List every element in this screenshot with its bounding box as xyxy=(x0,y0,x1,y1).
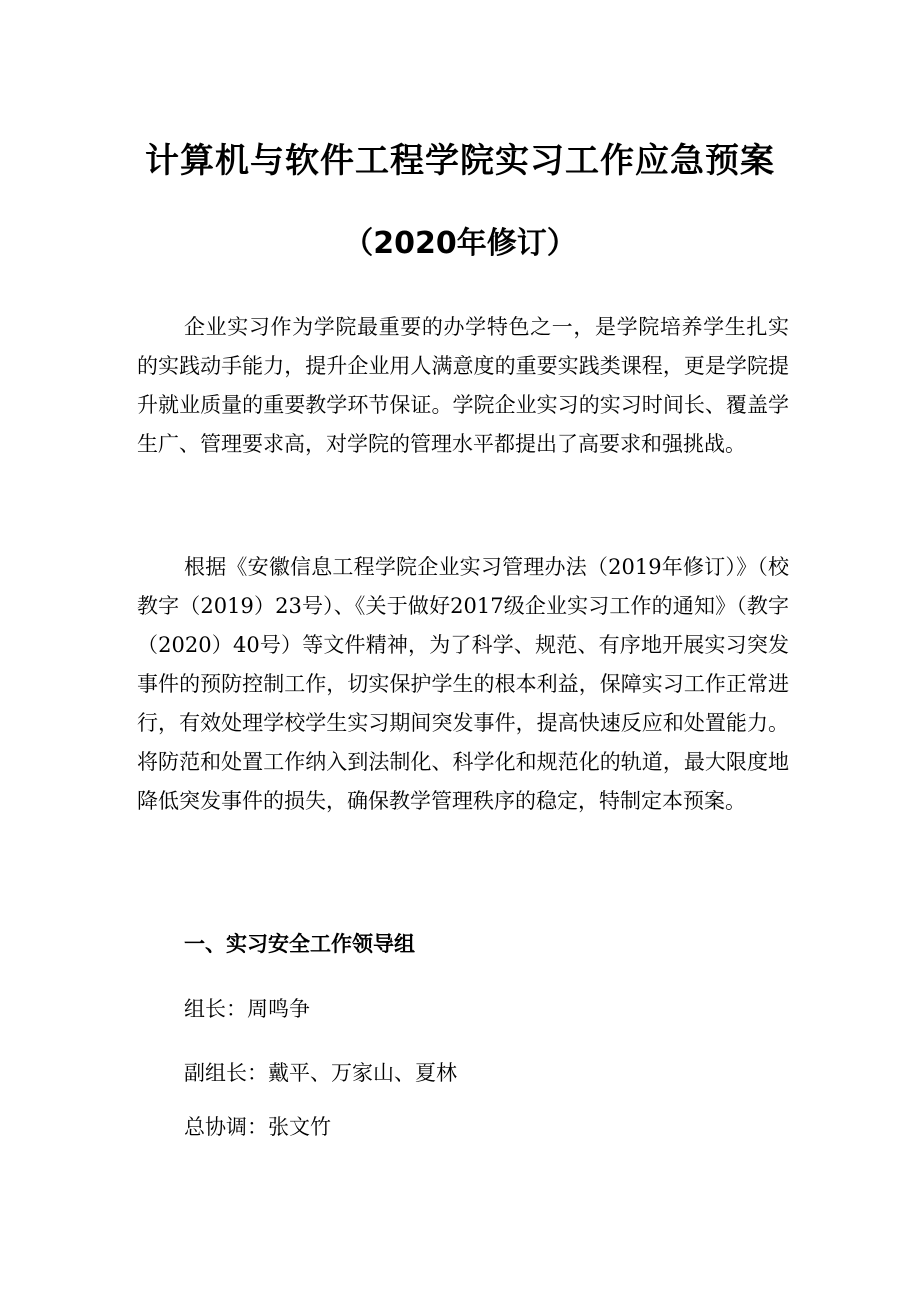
document-title: 计算机与软件工程学院实习工作应急预案 xyxy=(145,141,775,181)
roster-deputy-leaders: 副组长：戴平、万家山、夏林 xyxy=(184,1061,457,1085)
section-heading: 一、实习安全工作领导组 xyxy=(184,932,415,956)
intro-paragraph: 企业实习作为学院最重要的办学特色之一，是学院培养学生扎实的实践动手能力，提升企业用人满意度的重要实践类课程，更是学院提升就业质量的重要教学环节保证。学院企业实习的实习时间长、覆盖学生广、管理要求高，对学院的管理水平都提出了高要求和强挑战。 xyxy=(137,315,789,456)
document-subtitle: （2020年修订） xyxy=(343,226,577,261)
roster-leader: 组长：周鸣争 xyxy=(184,997,310,1021)
basis-paragraph: 根据《安徽信息工程学院企业实习管理办法（2019年修订）》（校教字（2019）23号）、《关于做好2017级企业实习工作的通知》（教字（2020）40号）等文件精神，为了科学、规范、有序地开展实习突发事件的预防控制工作，切实保护学生的根本利益，保障实习工作正常进行，有效处理学校学生实习期间突发事件，提高快速反应和处置能力。将防范和处置工作纳入到法制化、科学化和规范化的轨道，最大限度地降低突发事件的损失，确保教学管理秩序的稳定，特制定本预案。 xyxy=(137,555,789,813)
roster-coordinator: 总协调：张文竹 xyxy=(184,1115,331,1139)
